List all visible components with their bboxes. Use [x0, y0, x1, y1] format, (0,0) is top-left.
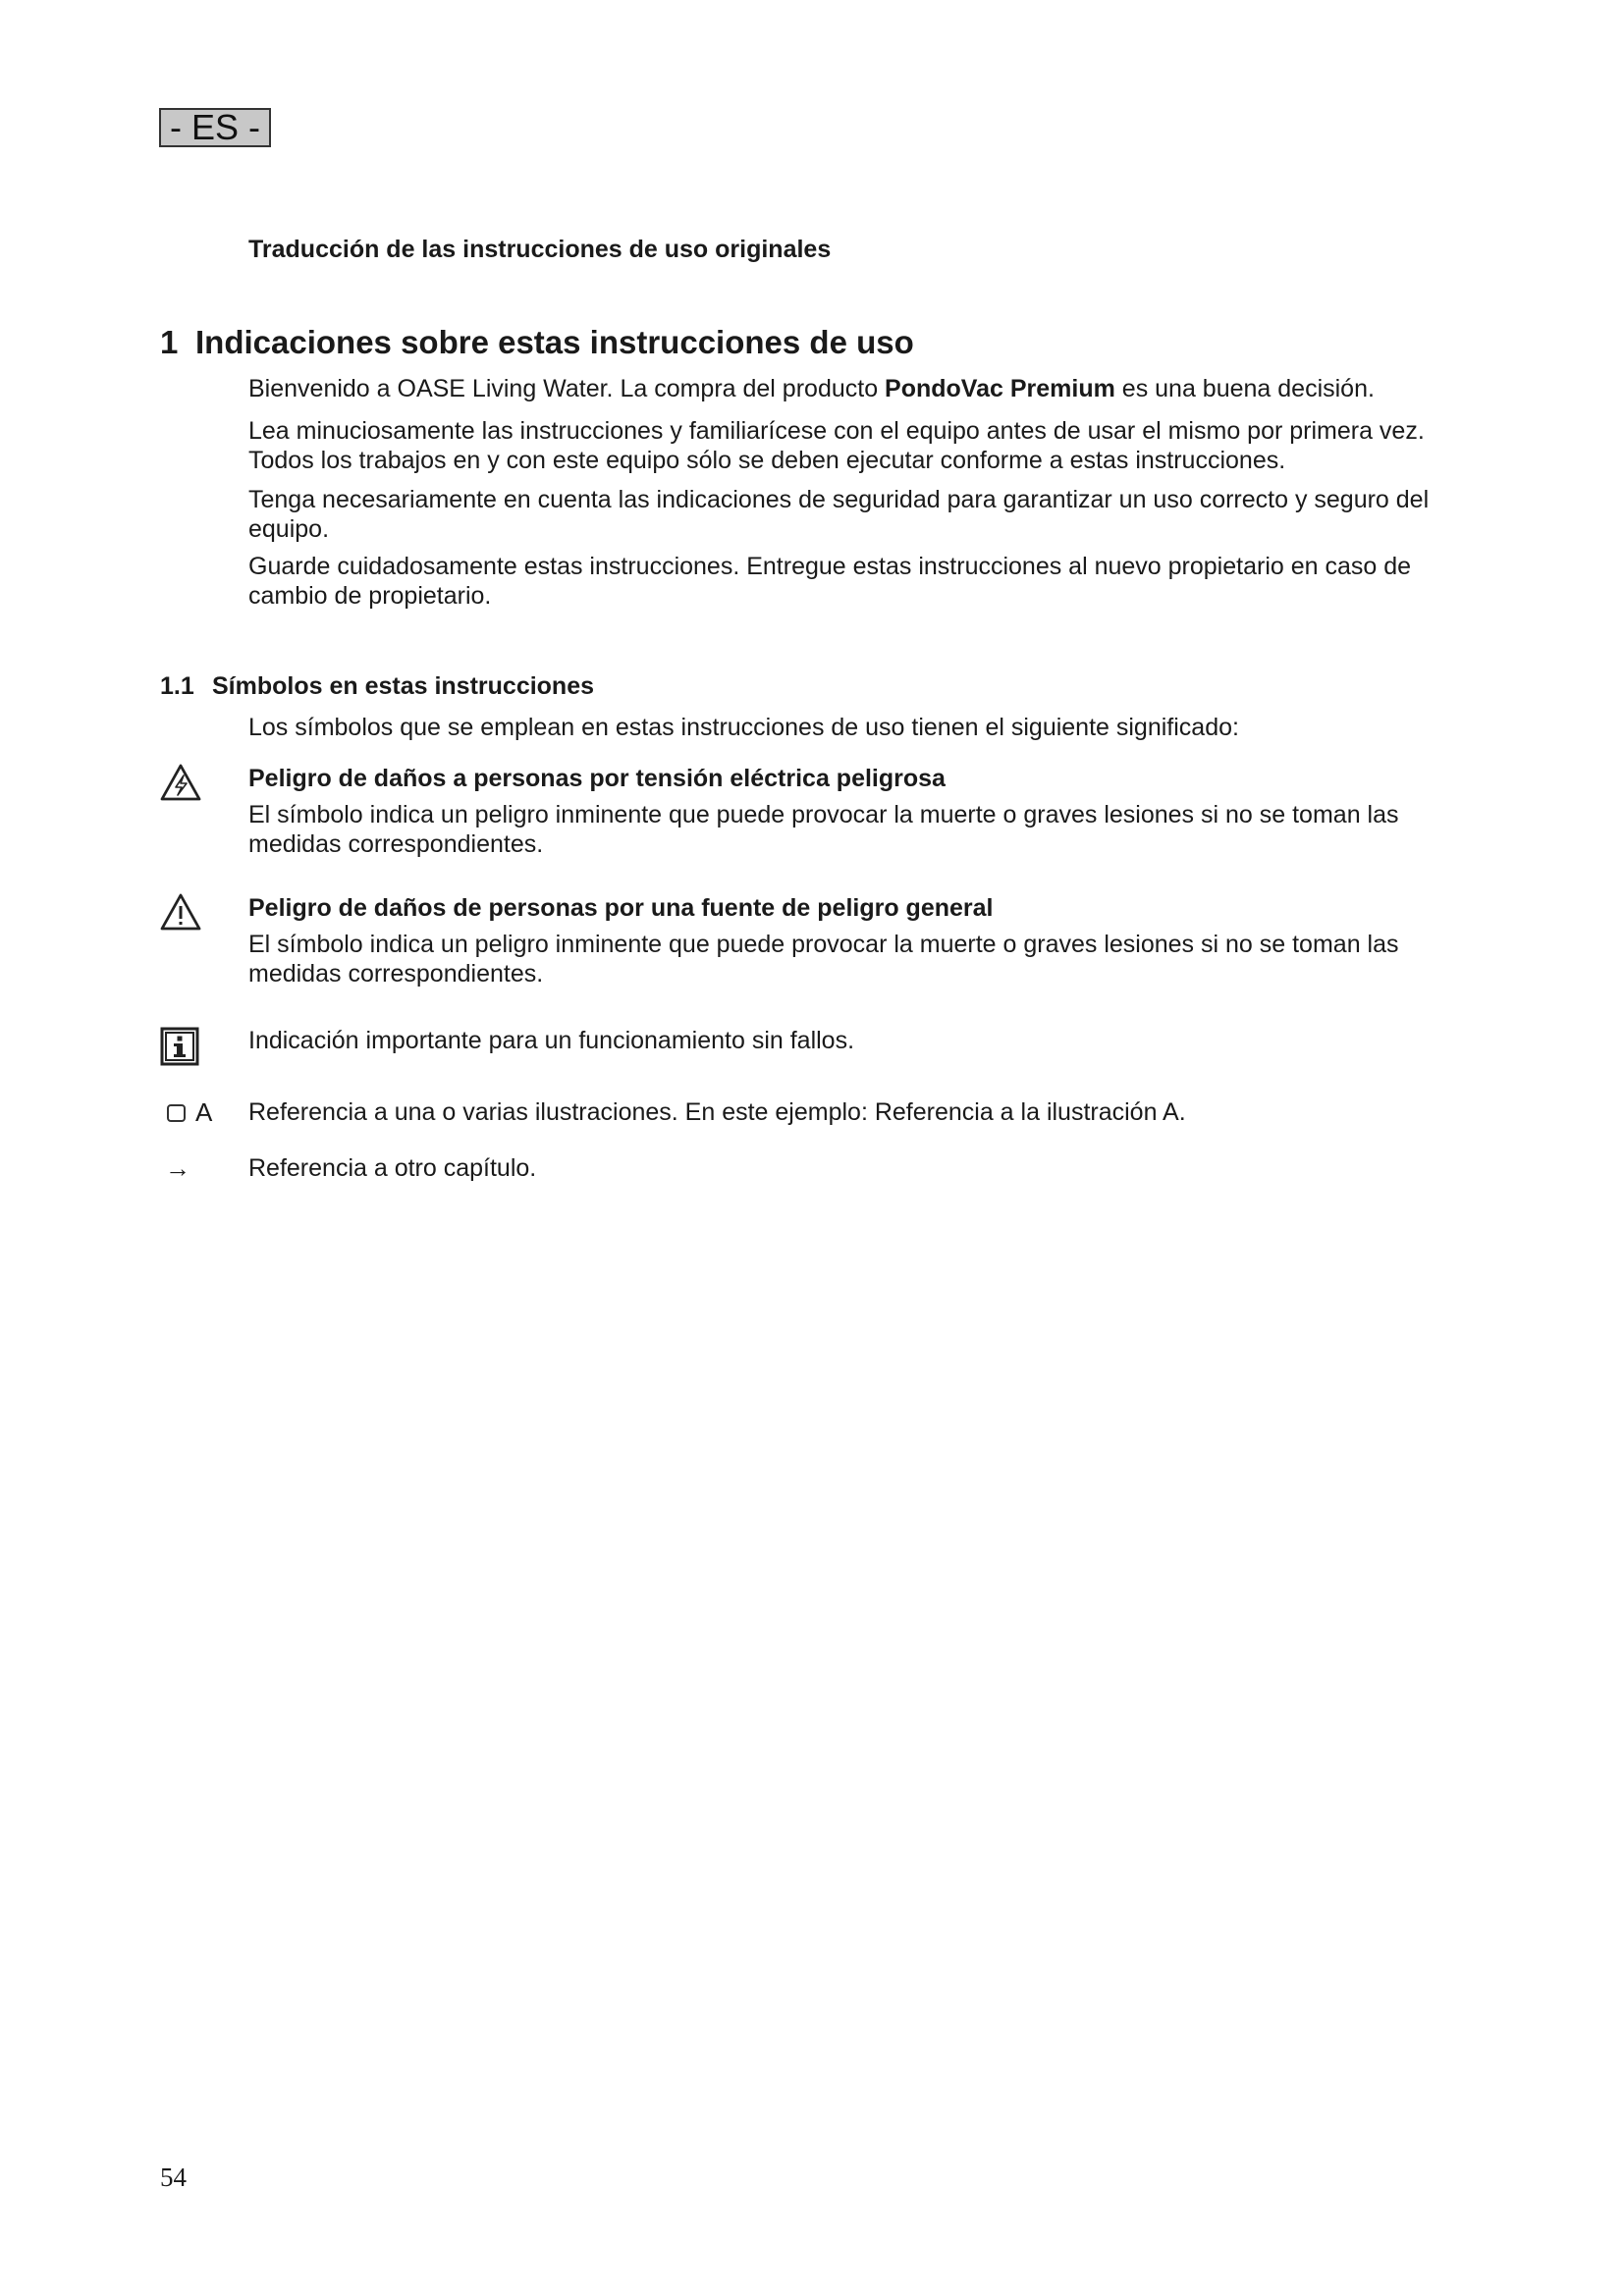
chapter-reference — [248, 1153, 1456, 1183]
figure-reference-text: Referencia a una o varias ilustraciones. En este ejemplo: Referencia a la ilustración A. — [248, 1098, 1186, 1126]
arrow-right-icon: → — [165, 1153, 190, 1183]
section-1-1-title: Símbolos en estas instrucciones — [212, 672, 595, 700]
section-1-paragraph-2 — [248, 416, 1456, 475]
symbol-electric — [248, 764, 1456, 859]
symbol-info — [248, 1026, 1456, 1055]
symbol-general-text: El símbolo indica un peligro inminente que puede provocar la muerte o graves lesiones si no se toman las medidas correspondientes. — [248, 931, 1399, 988]
symbols-intro-text: Los símbolos que se emplean en estas instrucciones de uso tienen el siguiente significado: — [248, 714, 1239, 741]
section-1-1-heading — [160, 672, 594, 701]
chapter-reference-text: Referencia a otro capítulo. — [248, 1154, 537, 1182]
figure-reference-symbol — [167, 1097, 212, 1127]
section-1-title: Indicaciones sobre estas instrucciones de uso — [195, 324, 914, 360]
section-1-heading — [160, 324, 914, 361]
figure-box-icon — [167, 1104, 186, 1122]
symbol-info-text: Indicación importante para un funcionamiento sin fallos. — [248, 1027, 855, 1054]
translation-title: Traducción de las instrucciones de uso originales — [248, 236, 832, 263]
symbol-electric-text: El símbolo indica un peligro inminente que puede provocar la muerte o graves lesiones si no se toman las medidas correspondientes. — [248, 801, 1399, 858]
symbol-electric-title: Peligro de daños a personas por tensión eléctrica peligrosa — [248, 765, 946, 792]
p2-text: Lea minuciosamente las instrucciones y familiarícese con el equipo antes de usar el mismo por primera vez. Todos los trabajos en y con este equipo sólo se deben ejecutar conforme a estas instrucciones. — [248, 417, 1425, 474]
section-1-paragraph-1 — [248, 374, 1456, 403]
symbols-intro — [248, 713, 1456, 742]
general-warning-icon — [160, 893, 201, 931]
symbol-general — [248, 893, 1456, 988]
p4-text: Guarde cuidadosamente estas instrucciones. Entregue estas instrucciones al nuevo propietario en caso de cambio de propietario. — [248, 553, 1412, 610]
p3-text: Tenga necesariamente en cuenta las indicaciones de seguridad para garantizar un uso correcto y seguro del equipo. — [248, 486, 1430, 543]
language-tag: - ES - — [159, 108, 271, 147]
symbol-general-title: Peligro de daños de personas por una fuente de peligro general — [248, 894, 994, 922]
section-1-1-number: 1.1 — [160, 672, 194, 700]
p1-text-post: es una buena decisión. — [1114, 375, 1375, 402]
section-1-paragraph-3 — [248, 485, 1456, 544]
figure-reference — [248, 1097, 1456, 1127]
p1-text-pre: Bienvenido a OASE Living Water. La compra del producto — [248, 375, 886, 402]
electric-warning-icon — [160, 764, 201, 801]
section-1-paragraph-4 — [248, 552, 1456, 611]
product-name: PondoVac Premium — [885, 375, 1115, 402]
figure-reference-label: A — [195, 1097, 213, 1127]
section-1-number: 1 — [160, 324, 179, 360]
info-icon — [160, 1027, 199, 1066]
page-number: 54 — [160, 2163, 187, 2192]
